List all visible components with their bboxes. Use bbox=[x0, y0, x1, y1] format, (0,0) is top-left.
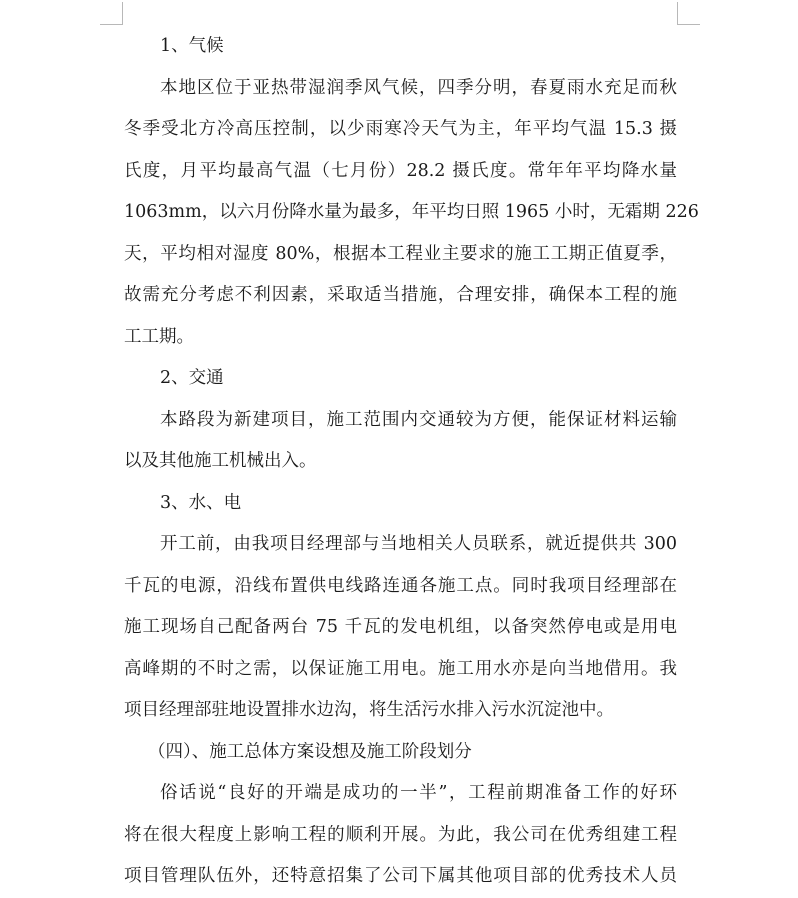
paragraph-line: 项目管理队伍外，还特意招集了公司下属其他项目部的优秀技术人员 bbox=[124, 866, 677, 886]
paragraph-line: 故需充分考虑不利因素，采取适当措施，合理安排，确保本工程的施 bbox=[124, 285, 677, 305]
paragraph-line: 高峰期的不时之需，以保证施工用电。施工用水亦是向当地借用。我 bbox=[124, 658, 677, 679]
paragraph-line: 工工期。 bbox=[124, 326, 194, 347]
paragraph-line: 项目经理部驻地设置排水边沟，将生活污水排入污水沉淀池中。 bbox=[124, 700, 614, 720]
paragraph-line: 施工现场自己配备两台 75 千瓦的发电机组，以备突然停电或是用电 bbox=[124, 617, 677, 637]
section-heading-overall-plan: （四）、施工总体方案设想及施工阶段划分 bbox=[148, 741, 472, 762]
section-heading-traffic: 2、交通 bbox=[160, 368, 224, 388]
paragraph-line: 本地区位于亚热带湿润季风气候，四季分明，春夏雨水充足而秋 bbox=[160, 77, 677, 98]
paragraph-line: 开工前，由我项目经理部与当地相关人员联系，就近提供共 300 bbox=[160, 534, 677, 554]
paragraph-line: 俗话说“良好的开端是成功的一半”，工程前期准备工作的好环 bbox=[160, 783, 677, 803]
paragraph-line: 天，平均相对湿度 80%，根据本工程业主要求的施工工期正值夏季， bbox=[124, 243, 677, 264]
paragraph-line: 本路段为新建项目，施工范围内交通较为方便，能保证材料运输 bbox=[160, 409, 677, 430]
paragraph-line: 将在很大程度上影响工程的顺利开展。为此，我公司在优秀组建工程 bbox=[124, 824, 677, 845]
paragraph-line: 氏度，月平均最高气温（七月份）28.2 摄氏度。常年年平均降水量 bbox=[124, 160, 677, 181]
paragraph-line: 冬季受北方冷高压控制，以少雨寒冷天气为主，年平均气温 15.3 摄 bbox=[124, 119, 677, 139]
section-heading-climate: 1、气候 bbox=[160, 36, 224, 56]
paragraph-line: 千瓦的电源，沿线布置供电线路连通各施工点。同时我项目经理部在 bbox=[124, 575, 677, 596]
page-corner-mark-right bbox=[677, 2, 700, 25]
page-corner-mark-left bbox=[100, 2, 123, 25]
paragraph-line: 以及其他施工机械出入。 bbox=[124, 451, 317, 471]
section-heading-water-electricity: 3、水、电 bbox=[160, 492, 242, 513]
document-body bbox=[124, 26, 699, 898]
paragraph-line: 1063mm，以六月份降水量为最多，年平均日照 1965 小时，无霜期 226 bbox=[124, 202, 699, 222]
